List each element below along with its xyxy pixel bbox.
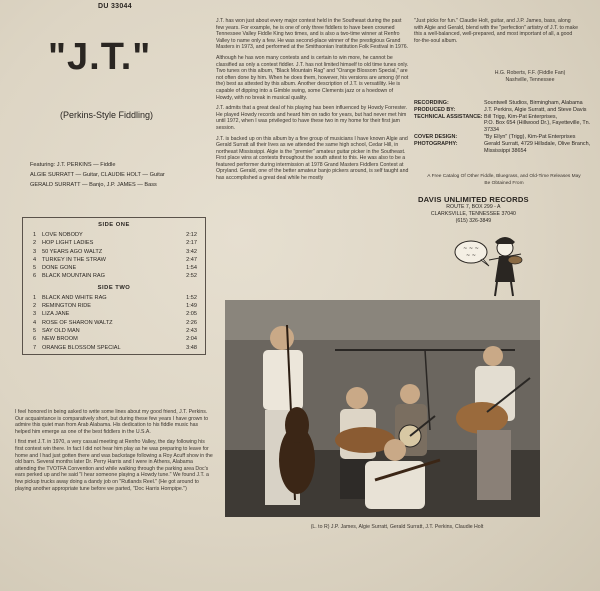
credit-value: Bill Trigg, Kim-Pat Enterprises, — [484, 113, 558, 120]
credit-value: J.T. Perkins, Algie Surratt, and Steve Davis — [484, 106, 587, 113]
production-credits — [414, 100, 594, 154]
track-row — [23, 310, 205, 318]
credit-label: TECHNICAL ASSISTANCE: — [414, 113, 483, 120]
track-row — [23, 272, 205, 280]
credit-label: COVER DESIGN: — [414, 133, 458, 140]
track-number: 1 — [33, 232, 37, 238]
track-number: 4 — [33, 319, 37, 326]
track-duration: 1:54 — [186, 265, 197, 272]
track-row — [23, 335, 205, 343]
credit-value: Gerald Surratt, 4729 Hillsdale, Olive Branch, — [484, 140, 591, 147]
track-duration: 2:47 — [186, 256, 197, 263]
track-number: 5 — [33, 327, 37, 334]
track-number: 2 — [33, 240, 37, 247]
liner-notes-middle — [216, 18, 410, 186]
credit-label: PHOTOGRAPHY: — [414, 140, 458, 147]
album-title: "J.T." — [48, 36, 152, 78]
label-address-line: CLARKSVILLE, TENNESSEE 37040 — [430, 210, 516, 217]
photo-caption: (L. to R) J.P. James, Algie Surratt, Gerald Surratt, J.T. Perkins, Claudie Holt — [310, 524, 484, 530]
track-row — [23, 319, 205, 327]
credit-row — [414, 148, 594, 155]
featuring-line: GERALD SURRATT — Banjo, J.P. JAMES — Bass — [30, 182, 157, 188]
credit-label: RECORDING: — [414, 100, 449, 106]
track-title: LOVE NOBODY — [42, 232, 83, 238]
track-duration: 2:05 — [186, 311, 197, 318]
track-title: LIZA JANE — [42, 311, 70, 318]
catalog-offer-line: A Free Catalog Of Other Fiddle, Bluegrass, and Old-Time Releases May — [427, 174, 581, 179]
track-row — [23, 248, 205, 256]
track-title: ROSE OF SHARON WALTZ — [42, 319, 113, 326]
track-row — [23, 239, 205, 247]
featuring-line: ALGIE SURRATT — Guitar, CLAUDIE HOLT — Guitar — [30, 172, 165, 178]
track-duration: 1:49 — [186, 303, 197, 310]
label-name: DAVIS UNLIMITED RECORDS — [418, 195, 529, 204]
track-title: 50 YEARS AGO WALTZ — [42, 248, 103, 255]
track-duration: 1:52 — [186, 294, 197, 301]
signature-name: H.G. Roberts, F.F. (Fiddle Fan) — [494, 70, 566, 76]
track-number: 3 — [33, 311, 37, 318]
track-row — [23, 264, 205, 272]
liner-paragraph: J.T. admits that a great deal of his playing has been influenced by Howdy Forrester. He played Howdy records and heard him on radio for years, but had never met him until 1972, when I was privileged to have these two in my home for their first jam session. — [216, 105, 408, 131]
track-row — [23, 294, 205, 302]
liner-paragraph: Although he has won many contests and is certain to win more, he cannot be classified as only a contest fiddler. J.T. has not limited himself to old time tunes only. Two tunes on this album, "Black Mountain Rag" and "Orange Blossom Special," are not often done by him. When he does them, however, his versions are among (if not the) best as attested by this album. Another description of J.T. is versatility. He is capable of dipping into a Gimble swing, some Clements jazz or a hoedown of Howdy, with no break in musical quality. — [216, 54, 409, 101]
credit-row — [414, 141, 594, 148]
band-photo — [225, 300, 540, 517]
credit-row — [414, 134, 594, 141]
liner-notes-left — [15, 409, 213, 496]
label-address-line: (615) 326-3849 — [455, 217, 492, 224]
credit-label — [414, 148, 484, 155]
track-number: 4 — [33, 256, 37, 263]
track-duration: 3:48 — [186, 344, 197, 351]
liner-paragraph: J.T. is backed up on this album by a fine group of musicians I have known Algie and Gerald Surratt all their lives as we attended the same high school, Cedar Hill, in northeast Mississippi. Algie is the "premier" amateur guitar picker in the Southeast. First place wins at contests throughout the south attest to this. He was also to be a featured performer during intermission at 1978 Grand Masters Fiddlers Contest at Opryland. Gerald, one of the better amateur banjo pickers around, is self taught and has accomplished a great deal while he mostly — [216, 135, 409, 182]
credit-value: Sountwell Studios, Birmingham, Alabama — [484, 100, 583, 106]
track-row — [23, 231, 205, 239]
track-title: BLACK AND WHITE RAG — [42, 294, 107, 301]
liner-notes-right: "Just picks for fun." Claudie Holt, guitar, and J.P. James, bass, along with Algie and Gerald, blend with the "perfection" artistry of J.T. to make this a well-balanced, well-prepared, and most important of all, a good for-the-soul album. — [414, 18, 578, 44]
featuring-line: Featuring: J.T. PERKINS — Fiddle — [30, 162, 116, 168]
svg-text:~ ~: ~ ~ — [466, 253, 476, 259]
album-subtitle: (Perkins-Style Fiddling) — [60, 110, 154, 120]
track-duration: 2:12 — [186, 232, 197, 238]
signature-place: Nashville, Tennessee — [505, 76, 555, 83]
track-number: 3 — [33, 248, 37, 255]
track-duration: 3:42 — [186, 248, 197, 255]
track-number: 5 — [33, 265, 37, 272]
track-title: HOP LIGHT LADIES — [42, 240, 94, 247]
fiddler-cartoon-logo — [453, 230, 533, 298]
credit-row — [414, 107, 594, 114]
track-row — [23, 256, 205, 264]
side-two-tracks — [23, 294, 205, 352]
track-duration: 2:43 — [186, 327, 197, 334]
track-duration: 2:52 — [186, 273, 197, 280]
track-number: 2 — [33, 303, 37, 310]
credit-value: P.O. Box 654 (Hillwood Dr.), Fayetteville, Tn. 37334 — [484, 120, 591, 134]
label-address-line: ROUTE 7, BOX 299 - A — [446, 204, 501, 210]
side-one-tracks — [23, 231, 205, 281]
svg-text:~ ~ ~: ~ ~ ~ — [463, 246, 479, 252]
track-row — [23, 302, 205, 310]
credit-label: PRODUCED BY: — [414, 106, 456, 113]
credit-label — [414, 120, 484, 134]
liner-paragraph: I feel honored in being asked to write some lines about my good friend, J.T. Perkins. Our acquaintance is comparatively short, but during these few years I have grown to admire this quiet man from Arab Alabama. His dedication to his fiddle music has helped him emerge as one of the best fiddlers in the U.S.A. — [15, 409, 209, 435]
track-row — [23, 327, 205, 335]
credit-row — [414, 114, 594, 121]
credit-row — [414, 100, 594, 107]
track-title: SAY OLD MAN — [42, 327, 80, 334]
track-title: NEW BROOM — [42, 336, 78, 343]
track-title: ORANGE BLOSSOM SPECIAL — [42, 344, 121, 351]
catalog-number: DU 33044 — [98, 3, 132, 10]
track-number: 6 — [33, 273, 37, 280]
track-title: DONE GONE — [42, 265, 77, 272]
signature-block — [470, 70, 590, 83]
side-one-heading: SIDE ONE — [98, 222, 130, 228]
track-title: BLACK MOUNTAIN RAG — [42, 273, 105, 280]
track-list — [22, 217, 206, 355]
credit-value: "By Ellyn" (Trigg), Kim-Pat Enterprises — [484, 133, 576, 140]
credit-value: Mississippi 38654 — [484, 147, 527, 154]
track-number: 7 — [33, 344, 37, 351]
track-title: REMINGTON RIDE — [42, 303, 91, 310]
catalog-offer — [414, 174, 594, 187]
credit-row — [414, 120, 594, 134]
catalog-offer-line: Be Obtained From — [484, 180, 524, 186]
track-duration: 2:04 — [186, 336, 197, 343]
track-number: 6 — [33, 336, 37, 343]
featuring-block — [30, 160, 215, 190]
track-title: TURKEY IN THE STRAW — [42, 256, 106, 263]
liner-paragraph: J.T. has won just about every major contest held in the Southeast during the past few years. For example, he is one of only three fiddlers to have been crowned Tennessee Valley Fiddle King two times, and is also a two-time winner at Renfro Valley to name only a few. He was second-place winner of the prestigious Grand Masters in 1973, and performed at the Smithsonian Institution Folk Festival in 1976. — [216, 18, 409, 51]
liner-paragraph: I first met J.T. in 1970, a very casual meeting at Renfro Valley, the day following his first contest win there. In fact I did not hear him play as he was preparing to leave for home and I had just gotten there and was backstage following a Roy Acuff show in the old barn. Several months later Dr. Perry Harris and I were in Athens, Alabama attending the TVOTFA Convention and while walking through the parking area Doc's ears perked up and he said "I hear someone playing a Howdy tune." We found J.T. a few pickup trucks away doing a dandy job on "Rutlands Reel." (He got around to playing another appropriate tune before we parted, "Doc Harris Hornpipe.") — [15, 439, 213, 492]
track-row — [23, 344, 205, 352]
side-two-heading: SIDE TWO — [97, 284, 131, 291]
track-number: 1 — [33, 294, 37, 301]
track-duration: 2:26 — [186, 319, 197, 326]
track-duration: 2:17 — [186, 240, 197, 247]
record-label-address — [418, 195, 529, 224]
